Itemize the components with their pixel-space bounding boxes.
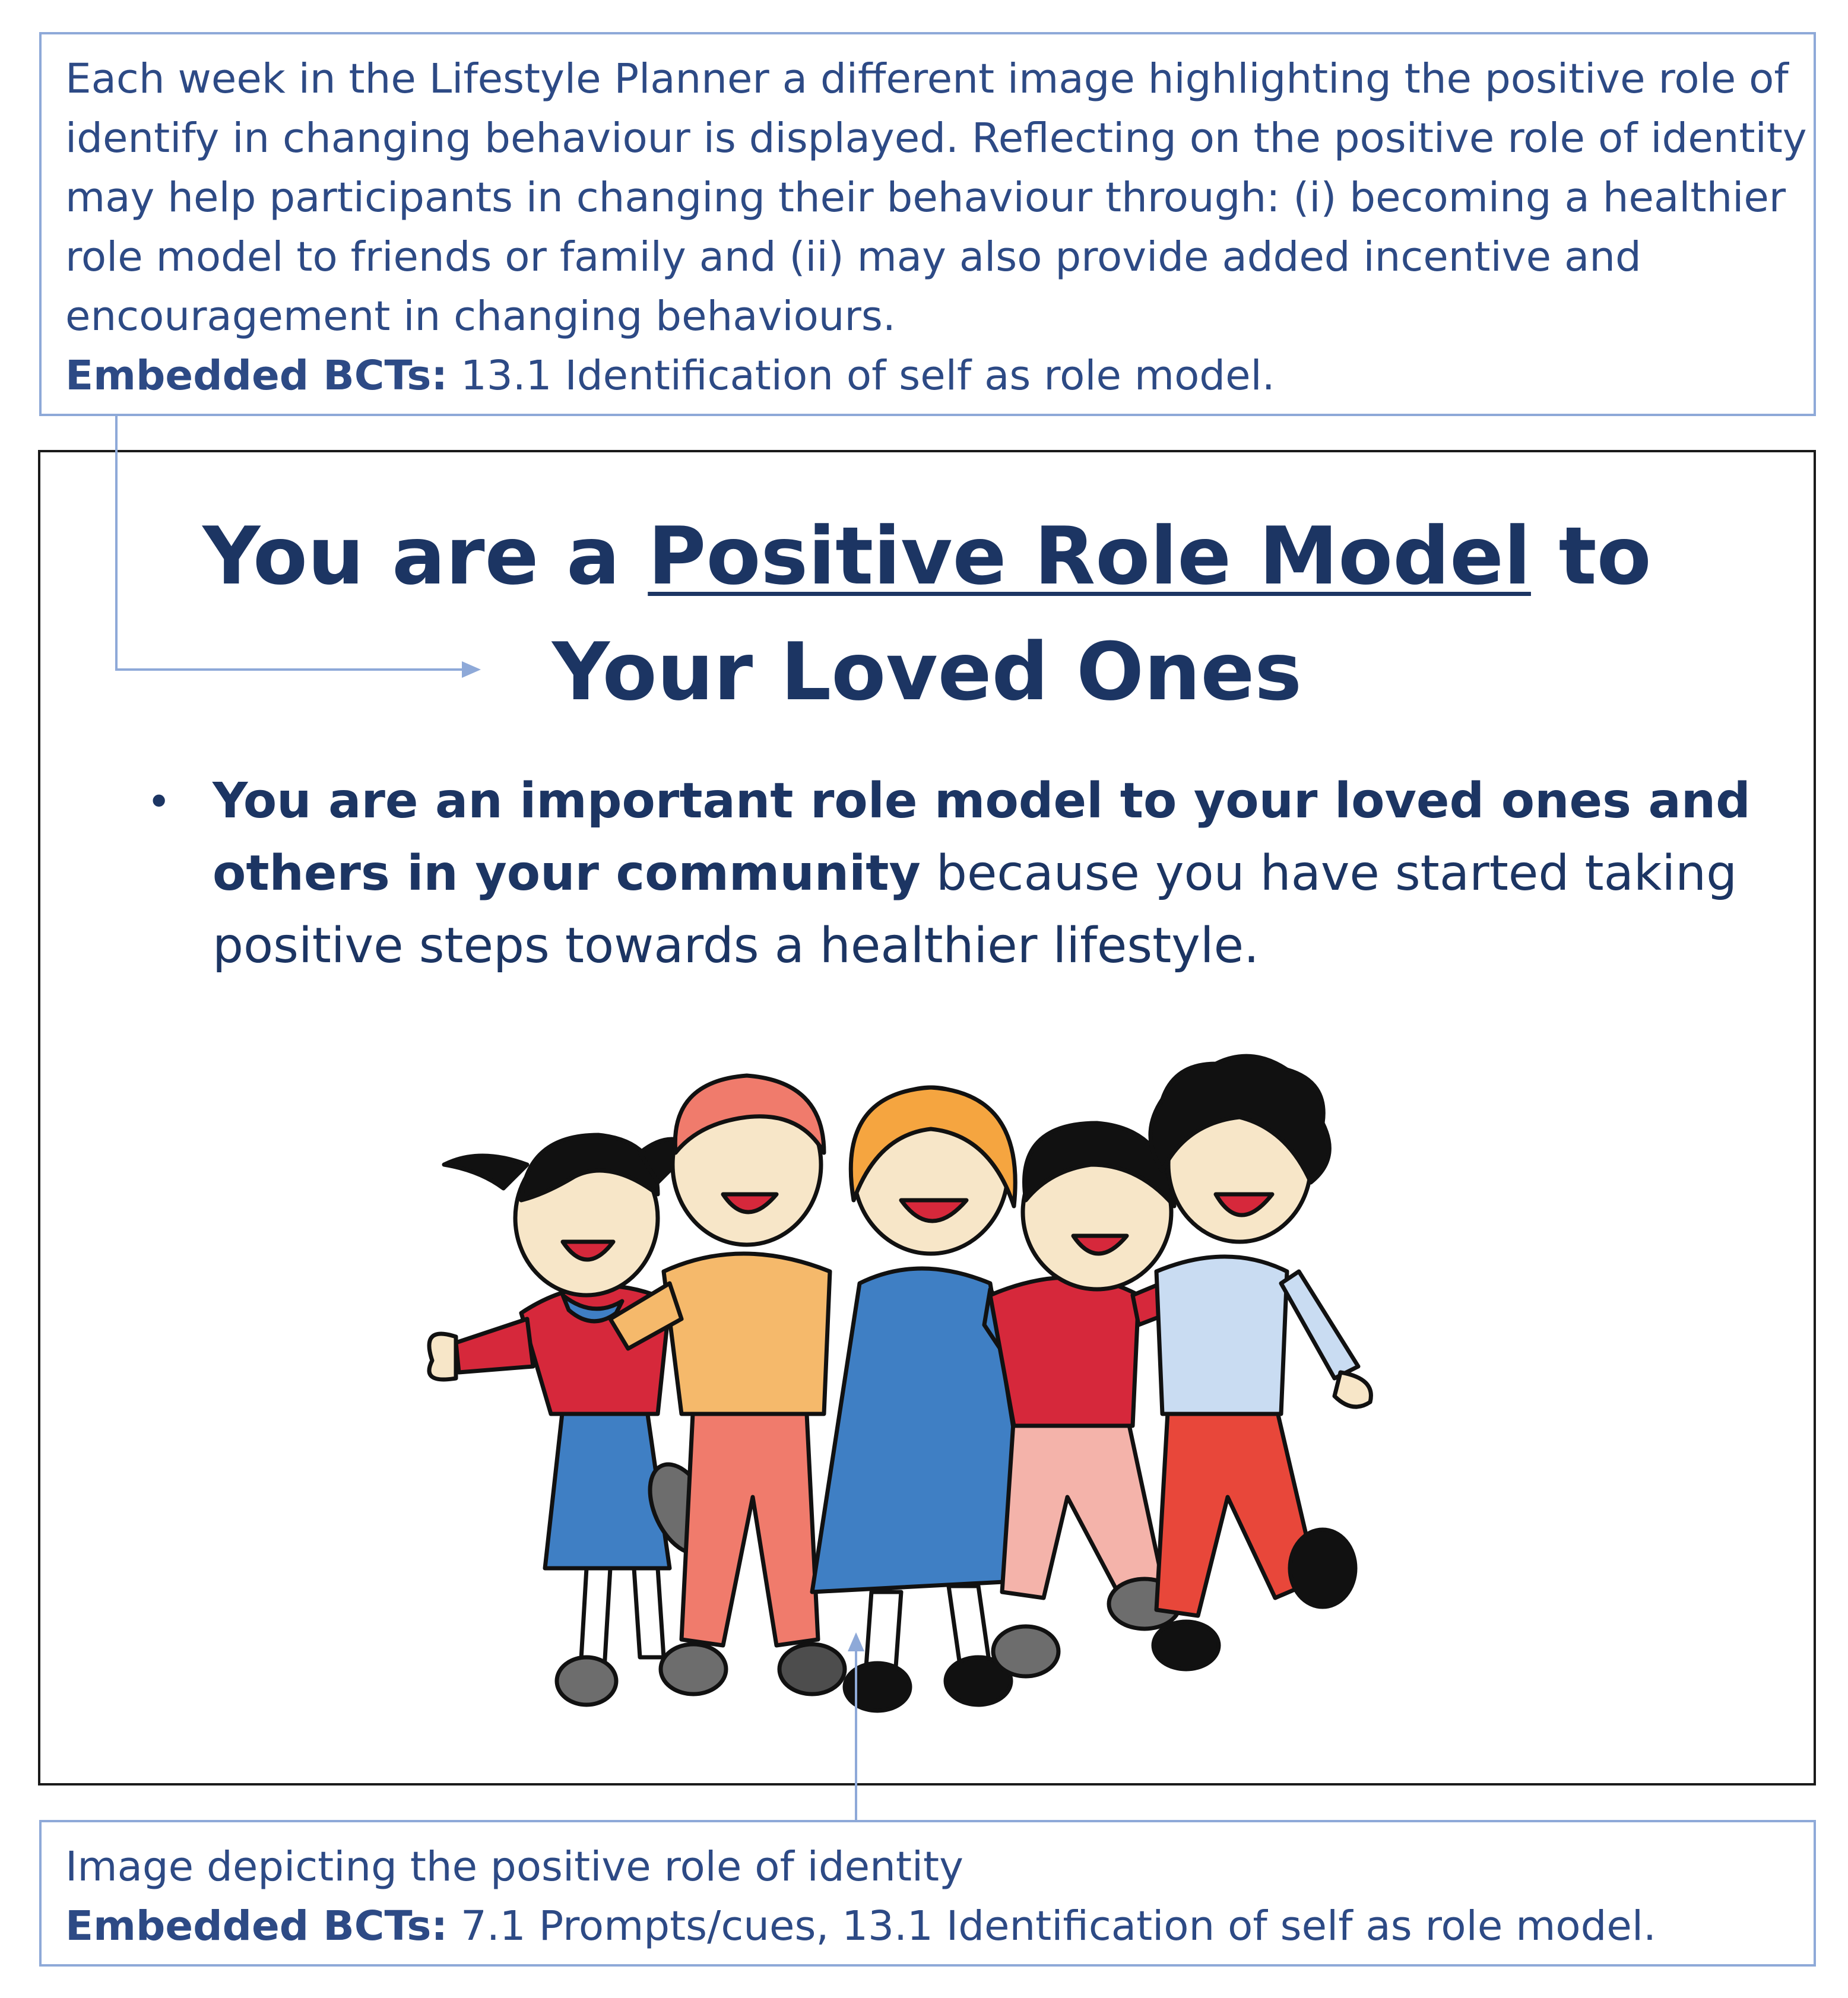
top-note-bct-line <box>65 346 1814 405</box>
slide-title-line-2: Your Loved Ones <box>551 626 1302 718</box>
bottom-note-bct-line <box>65 1896 1814 1956</box>
slide-title-part-2: to <box>1530 510 1652 602</box>
children-illustration <box>40 452 1818 1788</box>
slide-bullet-bold-2: others in your community <box>213 845 921 902</box>
slide-panel <box>38 450 1816 1785</box>
bottom-annotation-box <box>39 1820 1816 1967</box>
slide-bullet-line-3: positive steps towards a healthier lifestyle. <box>213 918 1260 974</box>
slide-bullet-bold-1: You are an important role model to your loved ones and <box>213 773 1751 829</box>
top-annotation-box <box>39 32 1816 416</box>
child-5-figure <box>1150 1056 1371 1669</box>
bullet-dot: • <box>147 778 172 826</box>
top-note-line-3: may help participants in changing their behaviour through: (i) becoming a healthier <box>65 174 1786 221</box>
bottom-note-line-1: Image depicting the positive role of identity <box>65 1843 963 1891</box>
bottom-note-bct-label: Embedded BCTs: <box>65 1902 448 1950</box>
top-note-line-1: Each week in the Lifestyle Planner a different image highlighting the positive role of <box>65 55 1789 103</box>
top-note-bct-text: 13.1 Identification of self as role model. <box>448 352 1275 399</box>
slide-title-underlined: Positive Role Model <box>648 510 1531 602</box>
top-note-line-5: encouragement in changing behaviours. <box>65 293 896 340</box>
top-note-bct-label: Embedded BCTs: <box>65 352 448 399</box>
slide-bullet-rest-2: because you have started taking <box>920 845 1738 902</box>
top-note-line-2: identify in changing behaviour is displayed. Reflecting on the positive role of identity <box>65 115 1807 162</box>
child-3-figure <box>812 1087 1038 1711</box>
top-note-line-4: role model to friends or family and (ii) may also provide added incentive and <box>65 233 1641 281</box>
slide-title-part-1: You are a <box>202 510 648 602</box>
bottom-note-bct-text: 7.1 Prompts/cues, 13.1 Identification of self as role model. <box>448 1902 1656 1950</box>
